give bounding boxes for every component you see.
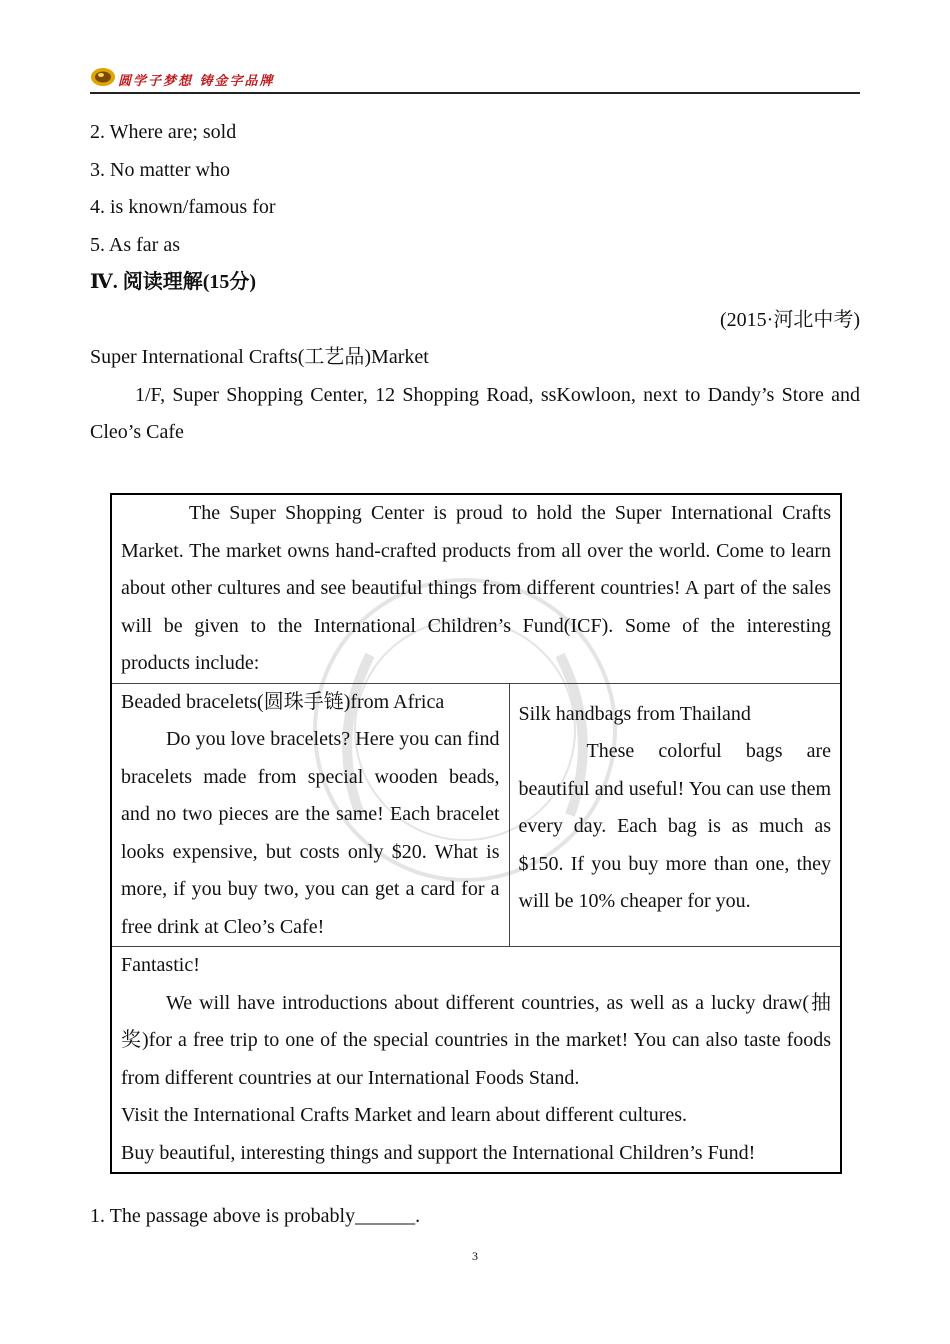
bracelets-title: Beaded bracelets(圆珠手链)from Africa bbox=[121, 690, 445, 713]
bracelets-text: Do you love bracelets? Here you can find bracelets made from special wooden beads, and no two pieces are the same! Each bracelet looks expensive, but costs only $20. What is more, if you buy two, you can get a card for a free drink at Cleo’s Cafe! bbox=[121, 728, 500, 938]
fantastic-cell bbox=[111, 947, 841, 1174]
handbags-text: These colorful bags are beautiful and useful! You can use them every day. Each bag is as much as $150. If you buy more than one, they will be 10% cheaper for you. bbox=[518, 740, 832, 912]
answer-line: 3. No matter who bbox=[90, 158, 230, 181]
table-row bbox=[111, 947, 841, 1174]
brand-slogan: 圆学子梦想 铸金字品牌 bbox=[118, 74, 275, 89]
answer-line: 5. As far as bbox=[90, 233, 180, 256]
fantastic-text: We will have introductions about different countries, as well as a lucky draw(抽奖)for a free trip to one of the special countries in the market! You can also taste foods from different countries at our International Foods Stand. bbox=[121, 991, 832, 1089]
ad-heading: Super International Crafts(工艺品)Market bbox=[90, 346, 429, 368]
intro-cell bbox=[111, 494, 841, 683]
question-1: 1. The passage above is probably______. bbox=[90, 1205, 421, 1227]
ad-address: 1/F, Super Shopping Center, 12 Shopping Road, ssKowloon, next to Dandy’s Store and Cleo’s Cafe bbox=[90, 383, 860, 443]
document-body bbox=[90, 114, 860, 452]
ad-table bbox=[110, 493, 842, 1174]
handbags-title: Silk handbags from Thailand bbox=[518, 702, 751, 725]
table-row bbox=[111, 494, 841, 683]
fantastic-title: Fantastic! bbox=[121, 954, 200, 976]
page-header bbox=[90, 62, 860, 94]
section-title: Ⅳ. 阅读理解(15分) bbox=[90, 271, 257, 293]
table-row bbox=[111, 683, 841, 947]
fantastic-line-buy: Buy beautiful, interesting things and support the International Children’s Fund! bbox=[121, 1141, 756, 1164]
source-citation: (2015·河北中考) bbox=[720, 308, 860, 331]
handbags-cell bbox=[509, 683, 841, 947]
intro-text: The Super Shopping Center is proud to hold the Super International Crafts Market. The market owns hand-crafted products from all over the world. Come to learn about other cultures and see beautiful things from different countries! A part of the sales will be given to the International Children’s Fund(ICF). Some of the interesting products include: bbox=[121, 502, 832, 674]
brand-logo-icon bbox=[90, 66, 116, 88]
page-number: 3 bbox=[472, 1249, 478, 1263]
answer-line: 2. Where are; sold bbox=[90, 121, 237, 143]
answer-line: 4. is known/famous for bbox=[90, 196, 276, 218]
fantastic-line-visit: Visit the International Crafts Market and learn about different cultures. bbox=[121, 1104, 688, 1126]
bracelets-cell bbox=[111, 683, 509, 947]
